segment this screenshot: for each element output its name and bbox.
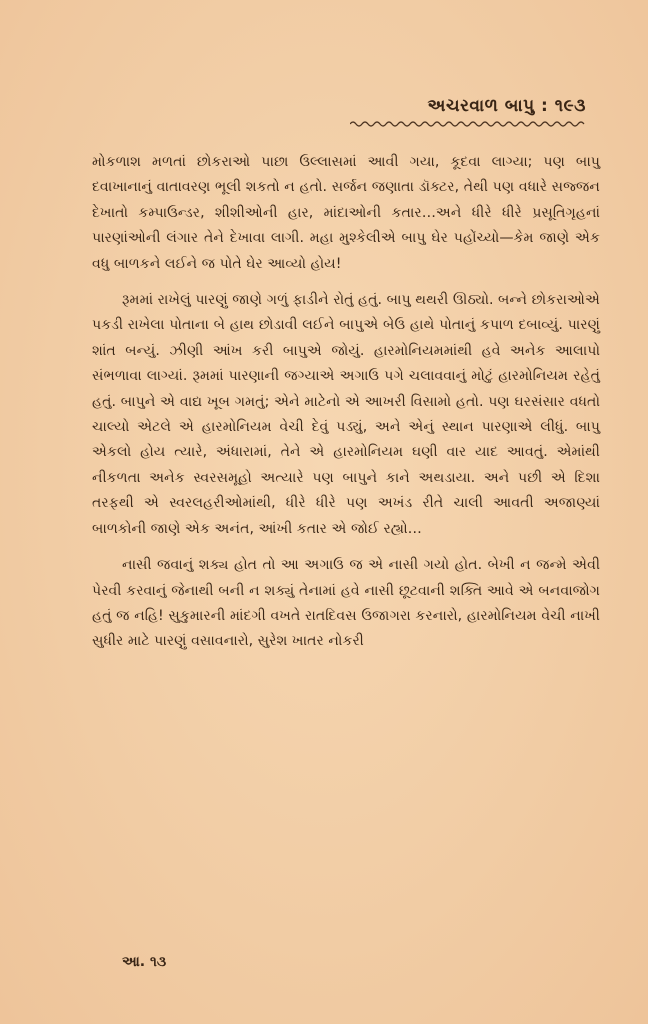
running-head — [428, 96, 586, 116]
signature-mark: આ. ૧૩ — [122, 954, 167, 970]
paragraph-2: રૂમમાં રાખેલું પારણું જાણે ગળું ફાડીને રોતું હતું. બાપુ થથરી ઊઠ્યો. બન્ને છોકરાઓએ પકડી રાખેલા પોતાના બે હાથ છોડાવી લઈને બાપુએ બેઉ હાથે પોતાનું કપાળ દબાવ્યું. પારણું શાંત બન્યું. ઝીણી આંખ કરી બાપુએ જોયું. હારમોનિયમમાંથી હવે અનેક આલાપો સંભળાવા લાગ્યાં. રૂમમાં પારણાની જગ્યાએ અગાઉ પગે ચલાવવાનું મોટું હારમોનિયમ રહેતું હતું. બાપુને એ વાદ્ય ખૂબ ગમતું; એને માટેનો એ આખરી વિસામો હતો. પણ ઘરસંસાર વધતો ચાલ્યો એટલે એ હારમોનિયમ વેચી દેવું પડ્યું, અને એનું સ્થાન પારણાએ લીધું. બાપુ એકલો હોય ત્યારે, અંધારામાં, તેને એ હારમોનિયમ ઘણી વાર યાદ આવતું. એમાંથી નીકળતા અનેક સ્વરસમૂહો અત્યારે પણ બાપુને કાને અથડાયા. અને પછી એ દિશા તરફથી એ સ્વરલહરીઓમાંથી, ધીરે ધીરે પણ અખંડ રીતે ચાલી આવતી અજાણ્યાં બાળકોની જાણે એક અનંત, આંખી કતાર એ જોઈ રહ્યો… — [92, 292, 600, 537]
body-text — [92, 150, 600, 655]
decorative-wavy-underline — [350, 119, 586, 129]
running-head-text: અચરવાળ બાપુ : ૧૯૩ — [427, 96, 586, 116]
paragraph-1: મોકળાશ મળતાં છોકરાઓ પાછા ઉલ્લાસમાં આવી ગયા, કૂદવા લાગ્યા; પણ બાપુ દવાખાનાનું વાતાવરણ ભૂલી શકતો ન હતો. સર્જન જણાતા ડૉક્ટર, તેથી પણ વધારે સજ્જન દેખાતો કમ્પાઉન્ડર, શીશીઓની હાર, માંદાઓની કતાર…અને ધીરે ધીરે પ્રસૂતિગૃહનાં પારણાંઓની લંગાર તેને દેખાવા લાગી. મહા મુશ્કેલીએ બાપુ ઘેર પહોંચ્યો—કેમ જાણે એક વધુ બાળકને લઈને જ પોતે ઘેર આવ્યો હોય! — [92, 154, 600, 272]
paragraph-3: નાસી જવાનું શક્ય હોત તો આ અગાઉ જ એ નાસી ગયો હોત. બેખી ન જન્મે એવી પેરવી કરવાનું જેનાથી બની ન શક્યું તેનામાં હવે નાસી છૂટવાની શક્તિ આવે એ બનવાજોગ હતું જ નહિ! સુકુમારની માંદગી વખતે રાતદિવસ ઉજાગરા કરનારો, હારમોનિયમ વેચી નાખી સુધીર માટે પારણું વસાવનારો, સુરેશ ખાતર નોકરી — [92, 557, 600, 650]
